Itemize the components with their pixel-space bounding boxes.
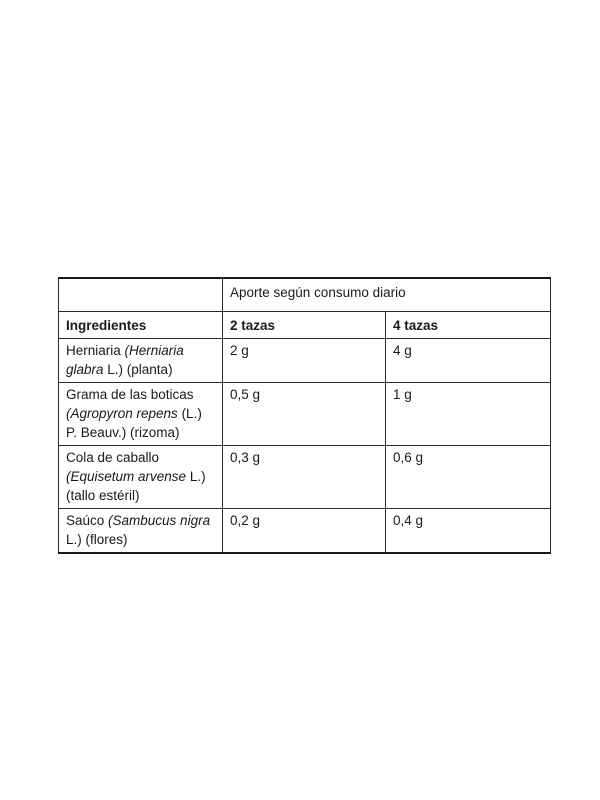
- ingredient-part: L.) (flores): [66, 532, 128, 547]
- ingredient-cell: [59, 446, 223, 509]
- ingredient-cell: [59, 383, 223, 446]
- two-cups-dose: 2 g: [223, 339, 386, 383]
- consumption-header: Aporte según consumo diario: [223, 278, 551, 312]
- two-cups-dose: 0,3 g: [223, 446, 386, 509]
- ingredient-part: L.) (planta): [103, 362, 173, 377]
- ingredients-header: Ingredientes: [59, 312, 223, 339]
- ingredient-name: Saúco: [66, 513, 109, 528]
- dosage-table-container: [58, 277, 550, 554]
- ingredient-name: Grama de las boticas: [66, 387, 194, 402]
- four-cups-dose: 0,6 g: [386, 446, 551, 509]
- ingredient-cell: [59, 339, 223, 383]
- ingredient-latin-name: (Herniaria glabra: [66, 343, 184, 377]
- ingredient-name: Herniaria: [66, 343, 125, 358]
- ingredient-latin-name: (Equisetum arvense: [66, 469, 187, 484]
- table-row: [59, 383, 551, 446]
- ingredient-cell: [59, 509, 223, 554]
- table-row: [59, 339, 551, 383]
- table-row: [59, 446, 551, 509]
- ingredient-latin-name: (Agropyron repens: [66, 406, 178, 421]
- table-top-header-row: [59, 278, 551, 312]
- table-column-header-row: [59, 312, 551, 339]
- ingredient-part: (L.) P. Beauv.) (rizoma): [66, 406, 202, 440]
- four-cups-dose: 4 g: [386, 339, 551, 383]
- ingredient-part: L.) (tallo estéril): [66, 469, 206, 503]
- four-cups-header: 4 tazas: [386, 312, 551, 339]
- dosage-table: [58, 277, 551, 554]
- two-cups-dose: 0,2 g: [223, 509, 386, 554]
- two-cups-header: 2 tazas: [223, 312, 386, 339]
- four-cups-dose: 1 g: [386, 383, 551, 446]
- table-row: [59, 509, 551, 554]
- two-cups-dose: 0,5 g: [223, 383, 386, 446]
- ingredient-latin-name: (Sambucus nigra: [108, 513, 211, 528]
- empty-corner-cell: [59, 278, 223, 312]
- four-cups-dose: 0,4 g: [386, 509, 551, 554]
- ingredient-name: Cola de caballo: [66, 450, 160, 465]
